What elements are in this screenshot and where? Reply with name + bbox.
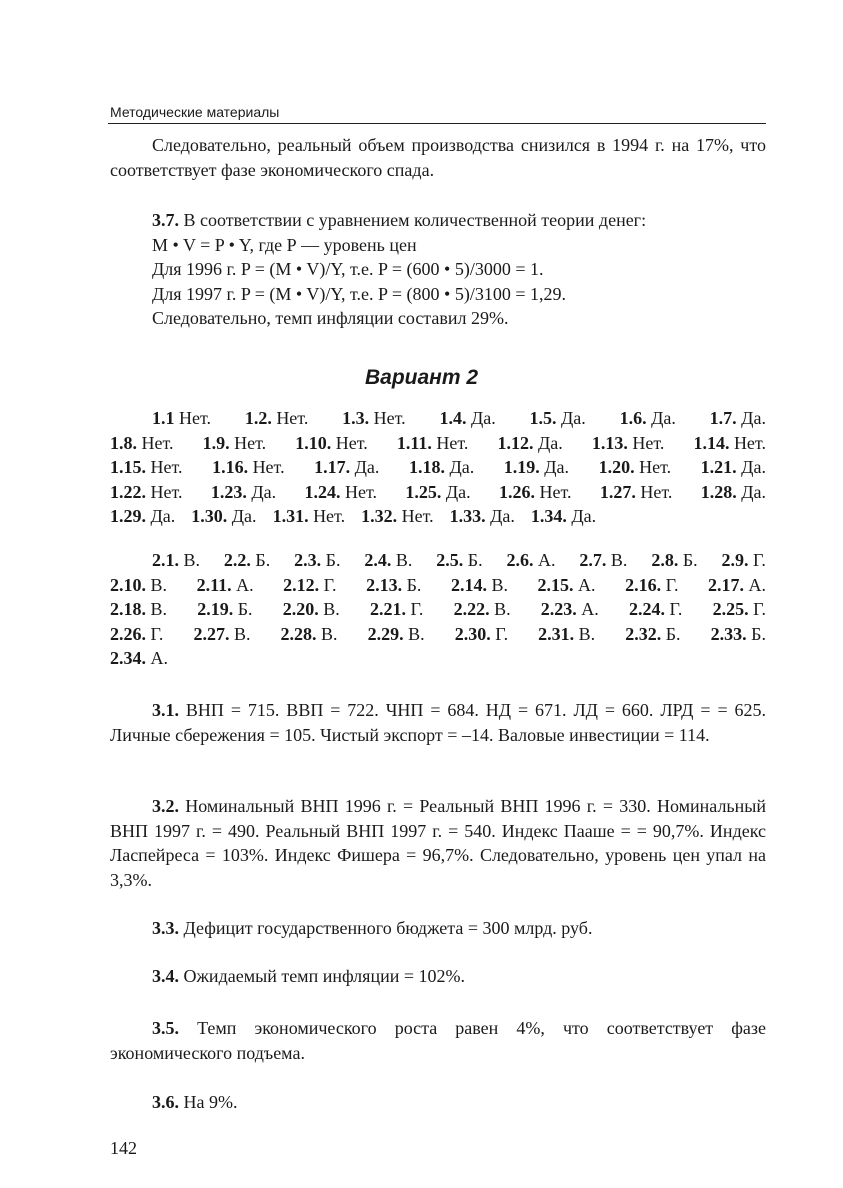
answer-value: Да. (150, 506, 176, 526)
answer-value: А. (581, 599, 599, 619)
paragraph-text: Ожидаемый темп инфляции = 102%. (183, 966, 465, 986)
answer-number: 2.28. (280, 623, 317, 644)
answer-value: В. (494, 599, 511, 619)
answer-number: 1.28. (700, 481, 737, 502)
answer-item (110, 455, 183, 480)
answer-item (538, 622, 595, 647)
answer-value: Б. (406, 574, 422, 595)
answer-value: Б. (665, 623, 681, 644)
answer-value: Г. (323, 574, 337, 595)
answer-value: Да. (490, 506, 515, 526)
answer-number: 1.32. (361, 506, 398, 526)
answer-value: Б. (467, 550, 483, 570)
answer-number: 2.4. (364, 550, 392, 570)
answer-value: Нет. (373, 408, 406, 428)
answer-value: В. (321, 623, 338, 644)
answer-item (405, 480, 470, 505)
answer-value: Да. (537, 432, 563, 453)
answer-value: Б. (325, 550, 341, 570)
answer-value: А. (538, 550, 556, 570)
answer-number: 2.21. (369, 599, 406, 619)
answer-number: 2.3. (294, 550, 322, 570)
answer-item (531, 504, 596, 529)
answer-value: В. (150, 574, 168, 595)
intro-paragraph (110, 133, 766, 182)
task-3-7-line5: Следовательно, темп инфляции составил 29%. (152, 308, 509, 328)
answer-item (620, 406, 676, 431)
answer-item (152, 548, 200, 573)
answer-row (110, 622, 766, 647)
answer-number: 1.27. (599, 481, 636, 502)
task-3-7-line1 (110, 208, 766, 233)
answer-item (701, 455, 766, 480)
answer-number: 1.24. (304, 481, 341, 502)
answer-item (281, 622, 338, 647)
answer-value: Да. (470, 408, 496, 428)
paragraph-text: ВНП = 715. ВВП = 722. ЧНП = 684. НД = 671. ЛД = 660. ЛРД = = 625. Личные сбережения = 105. Чистый экспорт = –14. Валовые инвестиции = 114. (110, 700, 767, 745)
answer-item (451, 573, 508, 598)
answer-item (273, 504, 346, 529)
answer-value: В. (491, 574, 508, 595)
paragraph-3-4 (110, 964, 766, 989)
answer-number: 2.11. (196, 574, 232, 595)
page-number: 142 (110, 1138, 137, 1158)
answer-number: 2.25. (712, 599, 749, 619)
running-head: Методические материалы (110, 104, 280, 120)
answer-number: 1.6. (619, 408, 647, 428)
task-3-7-line3: Для 1996 г. P = (M • V)/Y, т.е. P = (600 • 5)/3000 = 1. (152, 259, 544, 279)
answer-number: 1.16. (212, 457, 249, 477)
answer-value: Г. (495, 623, 509, 644)
answer-number: 1.11. (396, 432, 432, 453)
answer-number: 1.4. (439, 408, 467, 428)
answer-number: 1.2. (244, 408, 272, 428)
answer-number: 1.18. (408, 457, 445, 477)
answer-item (110, 573, 167, 598)
answer-value: Г. (665, 574, 679, 595)
answer-item (342, 406, 406, 431)
answer-value: Да. (449, 457, 475, 477)
answer-item (711, 622, 766, 647)
answer-value: Нет. (141, 432, 174, 453)
answer-value: Г. (669, 599, 683, 619)
answer-value: В. (233, 623, 251, 644)
answer-number: 2.13. (366, 574, 403, 595)
answer-item (368, 622, 425, 647)
answer-value: Нет. (234, 432, 267, 453)
answer-row (110, 504, 766, 529)
task-number: 3.7. (152, 210, 179, 230)
paragraph-3-3 (110, 916, 766, 941)
task-3-7-line2: M • V = P • Y, где Р — уровень цен (152, 234, 417, 255)
answer-item (110, 504, 175, 529)
answer-number: 1.29. (110, 506, 146, 526)
answer-item (193, 622, 250, 647)
answer-item (455, 622, 508, 647)
answer-item (454, 597, 511, 622)
paragraph-text: Темп экономического роста равен 4%, что соответствует фазе экономического подъема. (110, 1018, 767, 1063)
answer-value: Да. (231, 506, 257, 526)
paragraph-text: Номинальный ВНП 1996 г. = Реальный ВНП 1996 г. = 330. Номинальный ВНП 1997 г. = 490. Реальный ВНП 1997 г. = 540. Индекс Пааше = = 90,7%. Индекс Ласпейреса = 103%. Индекс Фишера = 96,7%. Следовательно, уровень цен упал на 3,3%. (110, 796, 767, 890)
answer-number: 2.14. (450, 574, 487, 595)
answer-value: Б. (751, 623, 766, 644)
answer-number: 1.8. (110, 432, 137, 453)
answer-value: Нет. (344, 481, 377, 502)
answer-item (592, 431, 665, 456)
answer-value: А. (150, 648, 168, 668)
answer-item (283, 573, 336, 598)
paragraph-3-2 (110, 794, 766, 892)
answer-number: 2.2. (223, 550, 251, 570)
answer-number: 1.15. (110, 457, 146, 477)
answer-value: Да. (741, 408, 766, 428)
answer-value: В. (610, 550, 628, 570)
answer-item (541, 597, 599, 622)
answer-value: Г. (753, 599, 766, 619)
answer-number: 2.1. (152, 550, 179, 570)
answer-number: 1.34. (530, 506, 567, 526)
answer-number: 1.21. (700, 457, 737, 477)
answer-number: 2.9. (721, 550, 749, 570)
answer-number: 1.25. (405, 481, 442, 502)
answer-row (110, 455, 766, 480)
header-rule (108, 123, 766, 124)
answer-item (191, 504, 256, 529)
answer-number: 2.27. (193, 623, 230, 644)
answer-number: 1.31. (272, 506, 309, 526)
answer-value: Нет. (276, 408, 309, 428)
answer-value: Да. (544, 457, 570, 477)
answer-number: 2.24. (629, 599, 665, 619)
answer-number: 1.23. (210, 481, 247, 502)
answer-value: Б. (682, 550, 698, 570)
answer-item (397, 431, 469, 456)
task-3-7-text: В соответствии с уравнением количественной теории денег: (183, 210, 647, 230)
answer-item (625, 622, 680, 647)
answer-value: Нет. (640, 481, 673, 502)
answer-value: Да. (354, 457, 380, 477)
answer-number: 2.16. (625, 574, 662, 595)
answer-number: 2.19. (197, 599, 234, 619)
answer-value: А. (578, 574, 596, 595)
answer-item (504, 455, 569, 480)
task-3-7 (110, 208, 766, 331)
answer-item (366, 573, 421, 598)
answer-item (314, 455, 379, 480)
answer-item (713, 597, 766, 622)
paragraph-number: 3.2. (152, 796, 179, 816)
answer-item (110, 480, 183, 505)
answer-value: В. (408, 623, 425, 644)
answer-row (110, 480, 766, 505)
answer-value: Нет. (150, 481, 183, 502)
answer-item (224, 548, 270, 573)
answer-number: 2.5. (436, 550, 464, 570)
answer-number: 1.7. (709, 408, 737, 428)
paragraph-3-5 (110, 1016, 766, 1065)
answer-number: 2.6. (506, 550, 534, 570)
answer-value: Да. (251, 481, 277, 502)
answer-number: 2.33. (710, 623, 747, 644)
paragraph-text: Дефицит государственного бюджета = 300 млрд. руб. (183, 918, 593, 938)
answer-value: Нет. (313, 506, 346, 526)
answer-value: Нет. (539, 481, 572, 502)
task-3-7-line4: Для 1997 г. P = (M • V)/Y, т.е. P = (800 • 5)/3100 = 1,29. (152, 283, 566, 304)
answer-item (708, 573, 766, 598)
answer-number: 1.20. (598, 457, 635, 477)
answer-item (600, 480, 673, 505)
answer-value: В. (183, 550, 201, 570)
answer-number: 2.15. (537, 574, 574, 595)
answer-number: 2.29. (367, 623, 404, 644)
answer-number: 2.7. (579, 550, 607, 570)
answer-item (197, 597, 252, 622)
answer-number: 1.12. (497, 432, 534, 453)
answer-item (450, 504, 515, 529)
answer-number: 1.30. (191, 506, 228, 526)
answer-item (283, 597, 340, 622)
answer-item (579, 548, 627, 573)
paragraph-3-1 (110, 698, 766, 747)
answer-number: 2.23. (540, 599, 577, 619)
answer-number: 1.22. (110, 481, 146, 502)
answers-section-1 (110, 406, 766, 529)
answer-item (625, 573, 678, 598)
answer-item (629, 597, 682, 622)
answer-value: Да. (741, 457, 766, 477)
answer-item (245, 406, 309, 431)
answer-row (110, 597, 766, 622)
answer-row (110, 573, 766, 598)
answer-value: Да. (651, 408, 676, 428)
answer-item (370, 597, 423, 622)
answer-item (361, 504, 434, 529)
answer-number: 2.32. (625, 623, 662, 644)
answer-item (110, 622, 163, 647)
answer-item (599, 455, 672, 480)
answer-row (110, 548, 766, 573)
paragraph-text: На 9%. (183, 1092, 238, 1112)
answer-item (436, 548, 482, 573)
answer-item (499, 480, 572, 505)
answer-value: В. (323, 599, 340, 619)
variant-heading: Вариант 2 (364, 366, 479, 389)
answer-value: А. (236, 574, 254, 595)
answer-item (203, 431, 267, 456)
answer-item (409, 455, 474, 480)
paragraph-number: 3.4. (152, 966, 179, 986)
answer-value: В. (578, 623, 596, 644)
answer-number: 2.26. (110, 623, 146, 644)
answer-item (530, 406, 586, 431)
answer-value: В. (150, 599, 168, 619)
answer-number: 1.19. (503, 457, 540, 477)
answer-item (439, 406, 495, 431)
answer-item (538, 573, 596, 598)
answer-value: Нет. (150, 457, 183, 477)
answer-number: 1.5. (529, 408, 557, 428)
answer-value: Нет. (401, 506, 434, 526)
answer-item (197, 573, 254, 598)
answer-item (294, 548, 340, 573)
answer-item (722, 548, 766, 573)
answer-item (693, 431, 766, 456)
answer-number: 2.20. (282, 599, 319, 619)
answer-item (304, 480, 377, 505)
answer-number: 1.33. (449, 506, 486, 526)
answer-item (701, 480, 766, 505)
answer-value: Да. (741, 481, 766, 502)
answer-value: Г. (753, 550, 766, 570)
answer-item (710, 406, 766, 431)
answer-item (152, 406, 211, 431)
answer-value: Нет. (639, 457, 672, 477)
answer-item (507, 548, 556, 573)
answer-item (295, 431, 368, 456)
answer-number: 2.34. (110, 648, 146, 668)
answer-value: А. (748, 574, 766, 595)
answer-row (110, 646, 766, 671)
answer-item (651, 548, 697, 573)
answer-value: Да. (561, 408, 586, 428)
answer-item (110, 431, 174, 456)
answer-item (211, 480, 276, 505)
answer-number: 2.17. (708, 574, 744, 595)
intro-text: Следовательно, реальный объем производства снизился в 1994 г. на 17%, что соответствует фазе экономического спада. (110, 135, 766, 180)
answer-number: 1.3. (342, 408, 370, 428)
answer-number: 1.1 (152, 408, 175, 428)
answer-number: 1.26. (498, 481, 535, 502)
answer-value: Г. (150, 623, 164, 644)
answer-number: 2.10. (110, 574, 146, 595)
paragraph-number: 3.3. (152, 918, 179, 938)
answer-number: 2.22. (453, 599, 490, 619)
answer-value: Нет. (252, 457, 285, 477)
answer-value: Нет. (436, 432, 469, 453)
answer-number: 1.17. (314, 457, 351, 477)
answer-value: Б. (255, 550, 271, 570)
paragraph-number: 3.1. (152, 700, 179, 720)
answer-value: Б. (237, 599, 253, 619)
answer-value: Нет. (733, 432, 766, 453)
answer-item (497, 431, 562, 456)
paragraph-number: 3.5. (152, 1018, 179, 1038)
answer-value: Г. (410, 599, 424, 619)
answer-value: Нет. (179, 408, 212, 428)
answer-number: 2.8. (651, 550, 679, 570)
answer-value: Да. (571, 506, 597, 526)
answer-number: 1.9. (202, 432, 230, 453)
paragraph-number: 3.6. (152, 1092, 179, 1112)
answer-row (110, 431, 766, 456)
answer-number: 2.12. (283, 574, 320, 595)
answer-value: Нет. (335, 432, 368, 453)
answer-number: 1.10. (295, 432, 332, 453)
answer-number: 1.14. (693, 432, 730, 453)
answer-value: Нет. (632, 432, 665, 453)
answer-item (110, 597, 167, 622)
answer-value: Да. (445, 481, 471, 502)
answer-number: 2.31. (538, 623, 575, 644)
answer-item (212, 455, 285, 480)
answer-item (364, 548, 412, 573)
answer-item (110, 646, 168, 671)
answer-number: 2.30. (454, 623, 491, 644)
answer-value: В. (395, 550, 413, 570)
answer-row (110, 406, 766, 431)
paragraph-3-6 (110, 1090, 766, 1115)
answer-number: 1.13. (591, 432, 628, 453)
answers-section-2 (110, 548, 766, 671)
answer-number: 2.18. (110, 599, 146, 619)
